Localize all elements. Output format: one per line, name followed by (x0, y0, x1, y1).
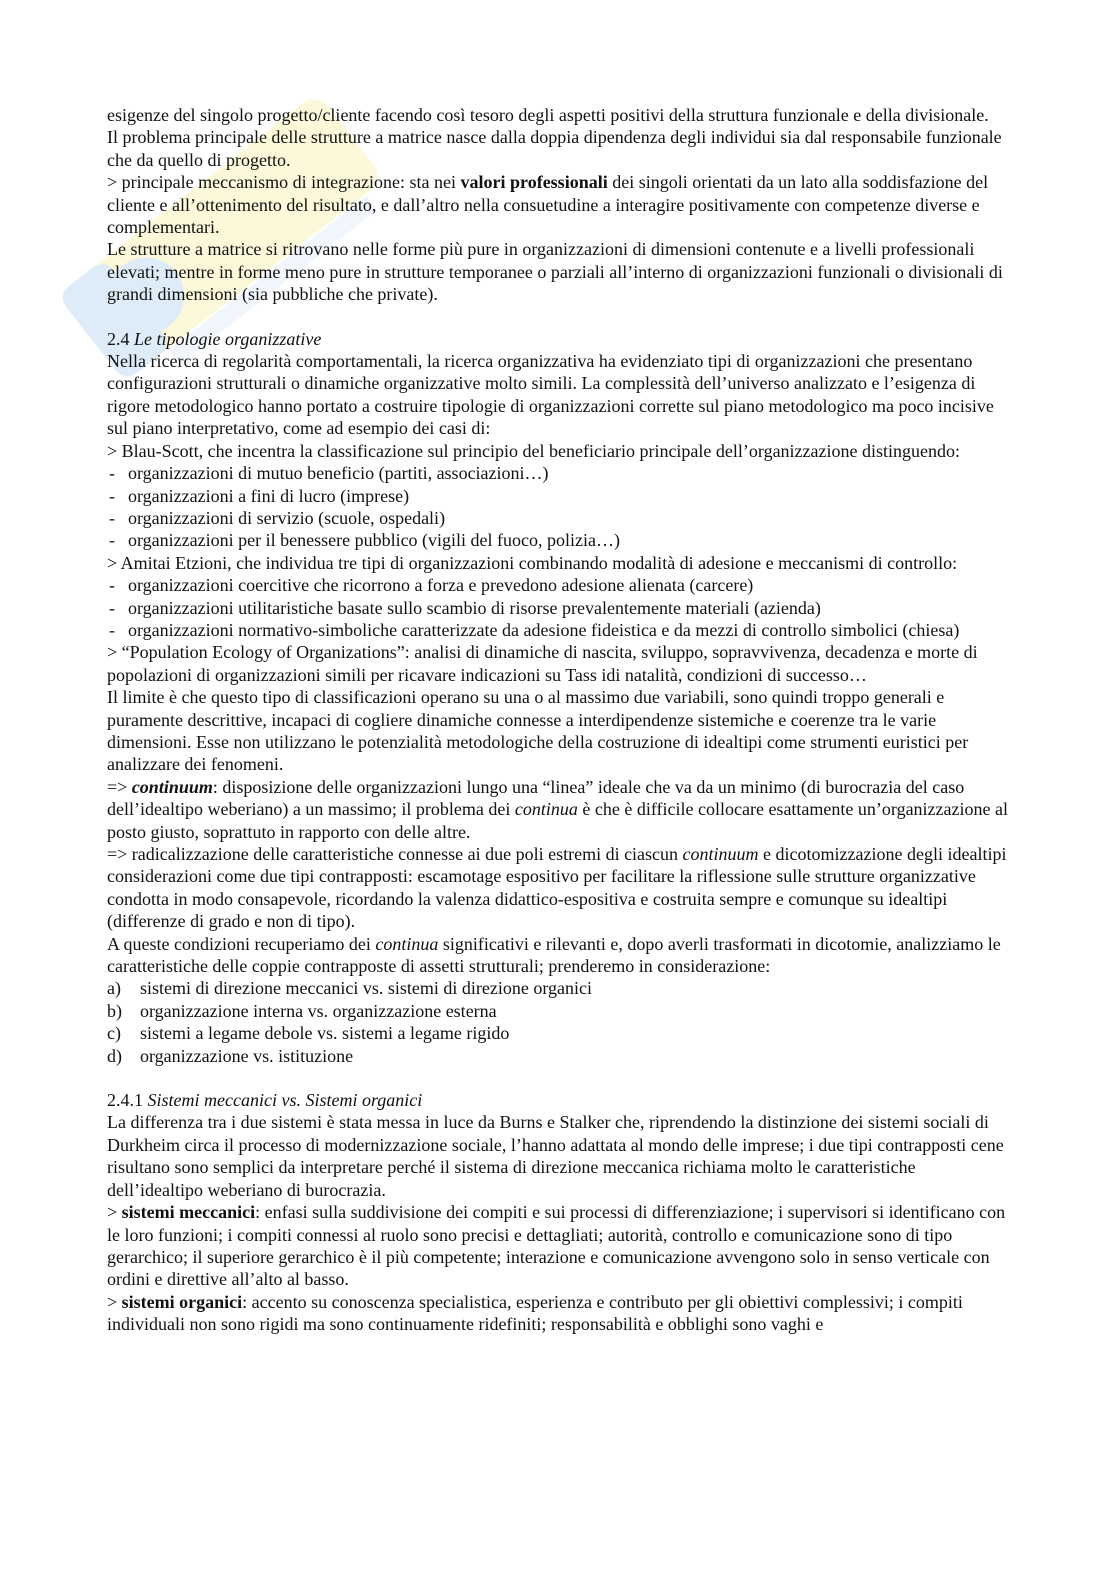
list-item: - organizzazioni di mutuo beneficio (partiti, associazioni…) (107, 462, 1012, 484)
paragraph: Il limite è che questo tipo di classificazioni operano su una o al massimo due variabili, sono quindi troppo generali e puramente descrittive, incapaci di cogliere dinamiche connesse a interdipendenze sistemiche e coerenze tra le varie dimensioni. Esse non utilizzano le potenzialità metodologiche della costruzione di idealtipi come strumenti euristici per analizzare dei fenomeni. (107, 687, 969, 775)
list-item: - organizzazioni di servizio (scuole, ospedali) (107, 507, 1012, 529)
list-item: - organizzazioni normativo-simboliche caratterizzate da adesione fideistica e da mezzi di controllo simbolici (chiesa) (107, 619, 1012, 641)
paragraph: Il problema principale delle strutture a matrice nasce dalla doppia dipendenza degli individui sia dal responsabile funzionale che da quello di progetto. (107, 127, 1002, 170)
paragraph: esigenze del singolo progetto/cliente facendo così tesoro degli aspetti positivi della struttura funzionale e della divisionale. (107, 105, 989, 125)
list-item: - organizzazioni per il benessere pubblico (vigili del fuoco, polizia…) (107, 529, 1012, 551)
paragraph: Nella ricerca di regolarità comportamentali, la ricerca organizzativa ha evidenziato tipi di organizzazioni che presentano configurazioni strutturali o dinamiche organizzative molto simili. La complessità dell’universo analizzato e l’esigenza di rigore metodologico hanno portato a costruire tipologie di organizzazioni corrette sul piano metodologico ma poco incisive sul piano interpretativo, come ad esempio dei casi di: (107, 351, 994, 439)
section-heading: 2.4.1 Sistemi meccanici vs. Sistemi organici (107, 1090, 423, 1111)
bullet-list (107, 462, 1012, 552)
paragraph: > sistemi meccanici: enfasi sulla suddivisione dei compiti e sui processi di differenziazione; i supervisori si identificano con le loro funzioni; i compiti connessi al ruolo sono precisi e dettagliati; autorità, controllo e comunicazione sono di tipo gerarchico; il superiore gerarchico è il più competente; interazione e comunicazione avvengono solo in senso verticale con ordini e direttive all’alto al basso. (107, 1202, 1006, 1290)
lettered-list (107, 977, 1012, 1067)
paragraph: > Amitai Etzioni, che individua tre tipi di organizzazioni combinando modalità di adesione e meccanismi di controllo: (107, 552, 958, 573)
bold-term: valori professionali (460, 172, 608, 193)
bold-term: sistemi organici (121, 1291, 243, 1312)
list-item: - organizzazioni utilitaristiche basate sullo scambio di risorse prevalentemente materiali (azienda) (107, 597, 1012, 619)
list-item: - organizzazioni a fini di lucro (imprese) (107, 485, 1012, 507)
list-item: d) organizzazione vs. istituzione (107, 1045, 354, 1066)
bold-term: sistemi meccanici (121, 1202, 256, 1223)
paragraph: A queste condizioni recuperiamo dei continua significativi e rilevanti e, dopo averli trasformati in dicotomie, analizziamo le caratteristiche delle coppie contrapposte di assetti strutturali; prenderemo in considerazione: (107, 933, 1001, 977)
list-item: a) sistemi di direzione meccanici vs. sistemi di direzione organici (107, 978, 593, 999)
paragraph: La differenza tra i due sistemi è stata messa in luce da Burns e Stalker che, riprendendo la distinzione dei sistemi sociali di Durkheim circa il processo di modernizzazione sociale, l’hanno adattata al mondo delle imprese; i due tipi contrapposti cene risultano sono semplici da interpretare perché il sistema di direzione meccanica richiama molto le caratteristiche dell’idealtipo weberiano di burocrazia. (107, 1112, 1004, 1200)
paragraph: > “Population Ecology of Organizations”: analisi di dinamiche di nascita, sviluppo, sopravvivenza, decadenza e morte di popolazioni di organizzazioni simili per ricavare indicazioni su Tass idi natalità, condizioni di successo… (107, 642, 978, 685)
paragraph: > Blau-Scott, che incentra la classificazione sul principio del beneficiario principale dell’organizzazione distinguendo: (107, 440, 961, 461)
list-item: c) sistemi a legame debole vs. sistemi a legame rigido (107, 1023, 510, 1044)
paragraph: > sistemi organici: accento su conoscenza specialistica, esperienza e contributo per gli obiettivi complessivi; i compiti individuali non sono rigidi ma sono continuamente ridefiniti; responsabilità e obblighi sono vaghi e (107, 1291, 963, 1335)
paragraph: Le strutture a matrice si ritrovano nelle forme più pure in organizzazioni di dimensioni contenute e a livelli professionali elevati; mentre in forme meno pure in strutture temporanee o parziali all’interno di organizzazioni funzionali o divisionali di grandi dimensioni (sia pubbliche che private). (107, 239, 1003, 305)
list-item: b) organizzazione interna vs. organizzazione esterna (107, 1000, 497, 1021)
paragraph: > principale meccanismo di integrazione: sta nei valori professionali dei singoli orientati da un lato alla soddisfazione del cliente e all’ottenimento del risultato, e dall’altro nella consuetudine a interagire positivamente con competenze diverse e complementari. (107, 172, 989, 238)
paragraph: => continuum: disposizione delle organizzazioni lungo una “linea” ideale che va da un minimo (di burocrazia del caso dell’idealtipo weberiano) a un massimo; il problema dei continua è che è difficile collocare esattamente un’organizzazione al posto giusto, soprattuto in rapporto con delle altre. (107, 776, 1008, 842)
paragraph: => radicalizzazione delle caratteristiche connesse ai due poli estremi di ciascun continuum e dicotomizzazione degli idealtipi considerazioni come due tipi contrapposti: escamotage espositivo per facilitare la riflessione sulle strutture organizzative condotta in modo consapevole, ricordando la valenza didattico-espositiva e costruita sempre e comunque su idealtipi (differenze di grado e non di tipo). (107, 844, 1007, 932)
section-heading: 2.4 Le tipologie organizzative (107, 328, 322, 349)
document-page (107, 104, 1012, 1336)
bullet-list (107, 574, 1012, 641)
list-item: - organizzazioni coercitive che ricorrono a forza e prevedono adesione alienata (carcere) (107, 574, 1012, 596)
